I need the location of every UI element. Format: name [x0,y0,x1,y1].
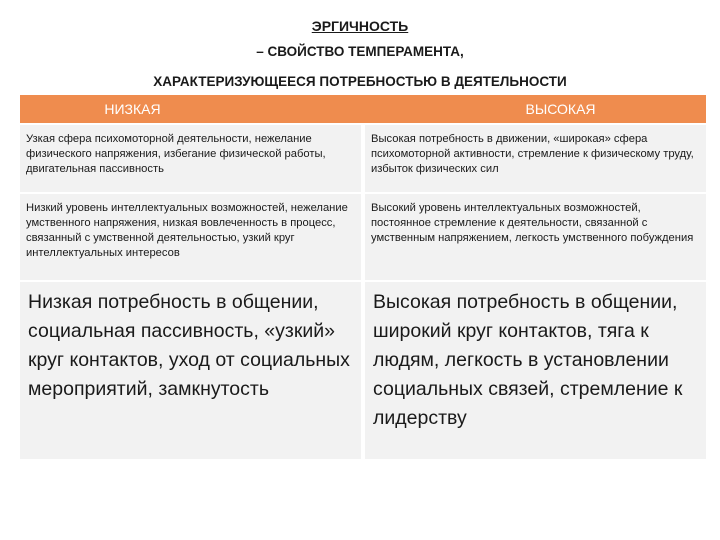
cell-high-intellectual: Высокий уровень интеллектуальных возможностей, постоянное стремление к деятельности, связанной с умственным напряжением, легкость умственного побуждения [365,194,706,280]
ergicity-comparison-table [20,93,706,461]
cell-low-physical: Узкая сфера психомоторной деятельности, нежелание физического напряжения, избегание физической работы, двигательная пассивность [20,125,365,192]
slide-subtitle-line-2: ХАРАКТЕРИЗУЮЩЕЕСЯ ПОТРЕБНОСТЬЮ В ДЕЯТЕЛЬНОСТИ [153,74,567,89]
table-row-intellectual [20,194,706,280]
header-low: НИЗКАЯ [20,95,365,123]
table-row-physical [20,125,706,192]
table-header-row [20,95,706,123]
cell-high-physical: Высокая потребность в движении, «широкая» сфера психомоторной активности, стремление к физическому труду, избыток физических сил [365,125,706,192]
slide-title: ЭРГИЧНОСТЬ [311,18,409,34]
cell-low-social: Низкая потребность в общении, социальная пассивность, «узкий» круг контактов, уход от социальных мероприятий, замкнутость [20,282,365,459]
cell-low-intellectual: Низкий уровень интеллектуальных возможностей, нежелание умственного напряжения, низкая вовлеченность в процесс, связанный с умственной деятельностью, узкий круг интеллектуальных интересов [20,194,365,280]
table-row-social [20,282,706,459]
cell-high-social: Высокая потребность в общении, широкий круг контактов, тяга к людям, легкость в установлении социальных связей, стремление к лидерству [365,282,706,459]
header-high: ВЫСОКАЯ [365,95,706,123]
slide-subtitle-line-1: – СВОЙСТВО ТЕМПЕРАМЕНТА, [256,44,464,59]
